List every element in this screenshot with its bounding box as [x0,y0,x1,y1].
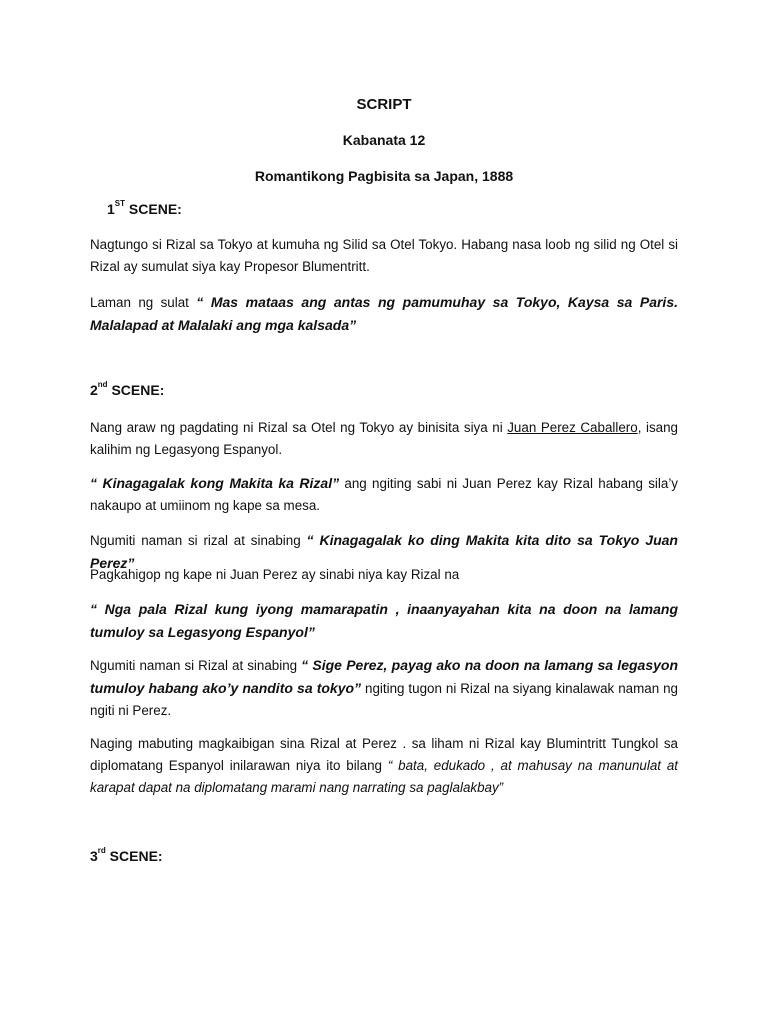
scene-1-letter-intro: Laman ng sulat [90,295,197,310]
scene-2-p6-narration: ngiting tugon ni Rizal na siyang kinalawak naman ng ngiti ni Perez. [90,681,678,718]
scene-3-heading [90,848,163,864]
document-title: SCRIPT [356,96,412,113]
scene-2-paragraph-6 [90,654,678,722]
scene-2-heading [90,382,164,398]
scene-2-invitation-quote: “ Nga pala Rizal kung iyong mamarapatin , inaanyayahan kita na doon na lamang tumuloy sa Legasyong Espanyol” [90,601,678,640]
chapter-heading: Kabanata 12 [342,132,426,148]
juan-perez-name: Juan Perez Caballero [507,420,638,435]
scene-1-ordinal: ST [114,199,126,208]
scene-2-number: 2 [90,382,98,398]
scene-1-number: 1 [107,201,115,217]
scene-1-paragraph-2 [90,291,678,337]
scene-1-heading [107,201,182,217]
scene-2-ordinal: nd [97,380,108,389]
scene-2-p6-intro: Ngumiti naman si Rizal at sinabing [90,658,302,673]
scene-2-p2-narration: ang ngiting sabi ni Juan Perez kay Rizal habang sila’y nakaupo at umiinom ng kape sa mesa. [90,476,678,513]
scene-2-label: SCENE: [107,382,165,398]
scene-2-paragraph-7 [90,733,678,799]
scene-3-ordinal: rd [97,846,106,855]
scene-2-description-quote: “ bata, edukado , at mahusay na manunulat at karapat dapat na diplomatang marami nang narrating sa paglalakbay” [90,758,678,795]
scene-1-paragraph-1: Nagtungo si Rizal sa Tokyo at kumuha ng Silid sa Otel Tokyo. Habang nasa loob ng silid ng Otel si Rizal ay sumulat siya kay Propesor Blumentritt. [90,237,678,274]
scene-2-paragraph-4: Pagkahigop ng kape ni Juan Perez ay sinabi niya kay Rizal na [90,567,460,582]
scene-3-number: 3 [90,848,98,864]
scene-2-paragraph-1 [90,417,678,461]
scene-2-rizal-reply: “ Kinagagalak ko ding Makita kita dito sa Tokyo Juan Perez” [90,532,678,571]
scene-2-p3-intro: Ngumiti naman si rizal at sinabing [90,533,307,548]
scene-2-p1-text-b: , isang kalihim ng Legasyong Espanyol. [90,420,678,457]
scene-2-paragraph-5 [90,598,678,644]
scene-1-label: SCENE: [125,201,182,217]
scene-2-p7-text: Naging mabuting magkaibigan sina Rizal at Perez . sa liham ni Rizal kay Blumintritt Tungkol sa diplomatang Espanyol inilarawan niya ito bilang [90,736,678,773]
scene-2-paragraph-2 [90,472,678,517]
chapter-subtitle: Romantikong Pagbisita sa Japan, 1888 [254,168,514,184]
scene-3-label: SCENE: [105,848,163,864]
scene-1-letter-quote: “ Mas mataas ang antas ng pamumuhay sa Tokyo, Kaysa sa Paris. Malalapad at Malalaki ang mga kalsada” [90,294,678,333]
scene-2-rizal-accept-quote: “ Sige Perez, payag ako na doon na lamang sa legasyon tumuloy habang ako’y nandito sa tokyo” [90,657,678,696]
scene-2-p1-text-a: Nang araw ng pagdating ni Rizal sa Otel ng Tokyo ay binisita siya ni [90,420,508,435]
scene-2-perez-greeting: “ Kinagagalak kong Makita ka Rizal” [90,475,340,491]
